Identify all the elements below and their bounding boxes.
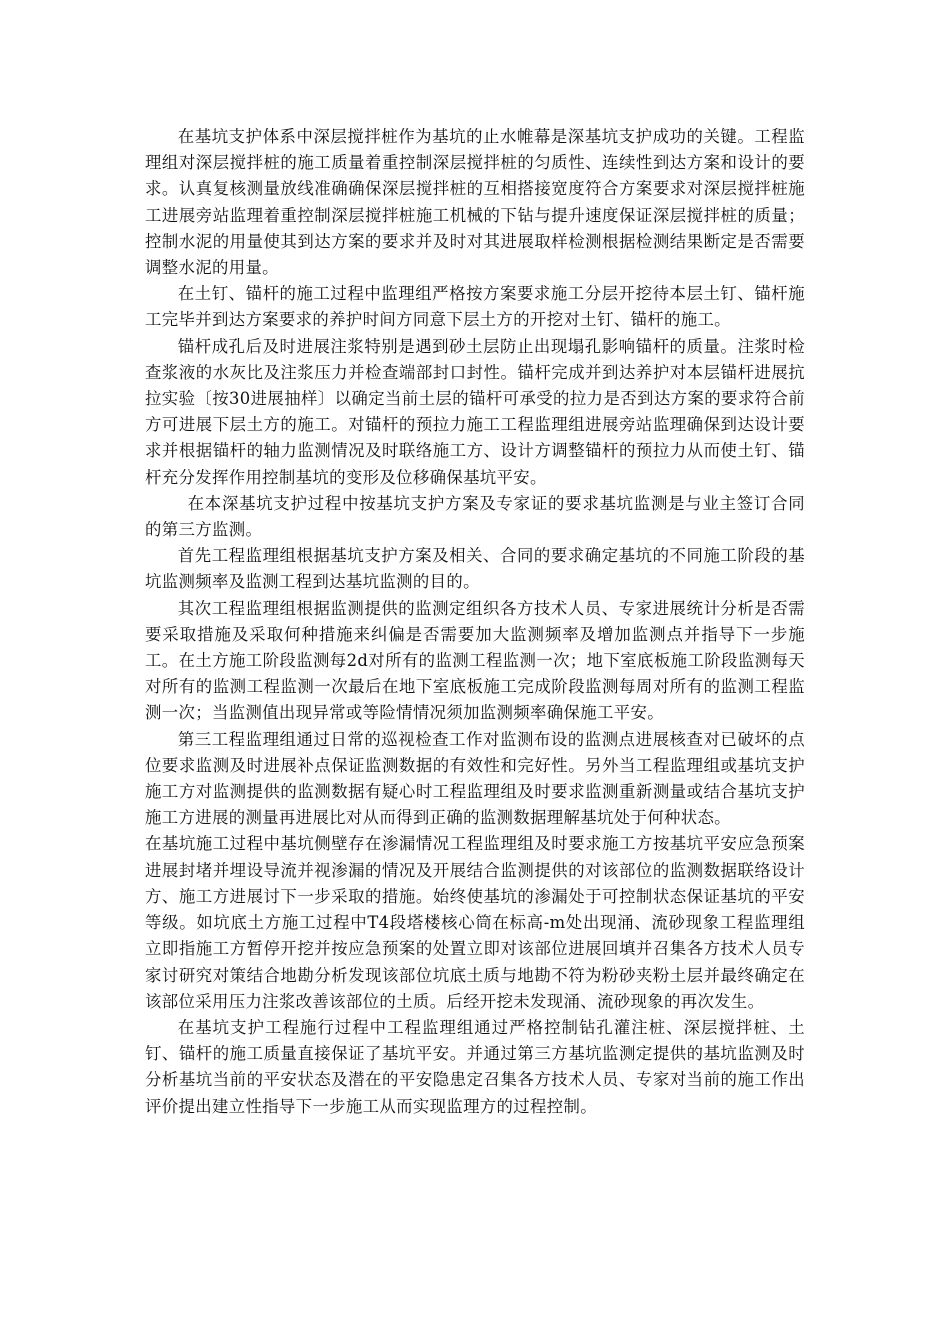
paragraph-deep-mixing-piles: 在基坑支护体系中深层搅拌桩作为基坑的止水帷幕是深基坑支护成功的关键。工程监理组对深层搅拌桩的施工质量着重控制深层搅拌桩的匀质性、连续性到达方案和设计的要求。认真复核测量放线准确确保深层搅拌桩的互相搭接宽度符合方案要求对深层搅拌桩施工进展旁站监理着重控制深层搅拌桩施工机械的下钻与提升速度保证深层搅拌桩的质量；控制水泥的用量使其到达方案的要求并及时对其进展取样检测根据检测结果断定是否需要调整水泥的用量。	[145, 127, 805, 278]
paragraph-soil-nails-anchors: 在土钉、锚杆的施工过程中监理组严格按方案要求施工分层开挖待本层土钉、锚杆施工完毕并到达方案要求的养护时间方同意下层土方的开挖对土钉、锚杆的施工。	[145, 284, 805, 330]
paragraph-monitoring-third: 第三工程监理组通过日常的巡视检查工作对监测布设的监测点进展核查对已破坏的点位要求监测及时进展补点保证监测数据的有效性和完好性。另外当工程监理组或基坑支护施工方对监测提供的监测数据有疑心时工程监理组及时要求监测重新测量或结合基坑支护施工方进展的测量再进展比对从而得到正确的监测数据理解基坑处于何种状态。	[145, 729, 805, 828]
paragraph-monitoring-intro: 在本深基坑支护过程中按基坑支护方案及专家证的要求基坑监测是与业主签订合同的第三方监测。	[145, 493, 805, 540]
paragraph-monitoring-second: 其次工程监理组根据监测提供的监测定组织各方技术人员、专家进展统计分析是否需要采取措施及采取何种措施来纠偏是否需要加大监测频率及增加监测点并指导下一步施工。在土方施工阶段监测每2d对所有的监测工程监测一次；地下室底板施工阶段监测每天对所有的监测工程监测一次最后在地下室底板施工完成阶段监测每周对所有的监测工程监测一次；当监测值出现异常或等险情情况须加监测频率确保施工平安。	[145, 598, 805, 723]
paragraph-monitoring-first: 首先工程监理组根据基坑支护方案及相关、合同的要求确定基坑的不同施工阶段的基坑监测频率及监测工程到达基坑监测的目的。	[145, 546, 805, 592]
document-body	[145, 124, 805, 1120]
paragraph-conclusion: 在基坑支护工程施行过程中工程监理组通过严格控制钻孔灌注桩、深层搅拌桩、土钉、锚杆的施工质量直接保证了基坑平安。并通过第三方基坑监测定提供的基坑监测及时分析基坑当前的平安状态及潜在的平安隐患定召集各方技术人员、专家对当前的施工作出评价提出建立性指导下一步施工从而实现监理方的过程控制。	[145, 1017, 805, 1116]
paragraph-anchor-grouting: 锚杆成孔后及时进展注浆特别是遇到砂土层防止出现塌孔影响锚杆的质量。注浆时检查浆液的水灰比及注浆压力并检查端部封口封性。锚杆完成并到达养护对本层锚杆进展抗拉实验〔按30进展抽样〕以确定当前土层的锚杆可承受的拉力是否到达方案的要求符合前方可进展下层土方的施工。对锚杆的预拉力施工工程监理组进展旁站监理确保到达设计要求并根据锚杆的轴力监测情况及时联络施工方、设计方调整锚杆的预拉力从而使土钉、锚杆充分发挥作用控制基坑的变形及位移确保基坑平安。	[145, 336, 805, 487]
paragraph-leakage-handling: 在基坑施工过程中基坑侧壁存在渗漏情况工程监理组及时要求施工方按基坑平安应急预案进展封堵并埋设导流并视渗漏的情况及开展结合监测提供的对该部位的监测数据联络设计方、施工方进展讨下一步采取的措施。始终使基坑的渗漏处于可控制状态保证基坑的平安等级。如坑底土方施工过程中T4段塔楼核心筒在标高-m处出现涌、流砂现象工程监理组立即指施工方暂停开挖并按应急预案的处置立即对该部位进展回填并召集各方技术人员专家讨研究对策结合地勘分析发现该部位坑底土质与地勘不符为粉砂夹粉土层并最终确定在该部位采用压力注浆改善该部位的土质。后经开挖未发现涌、流砂现象的再次发生。	[145, 834, 805, 1011]
